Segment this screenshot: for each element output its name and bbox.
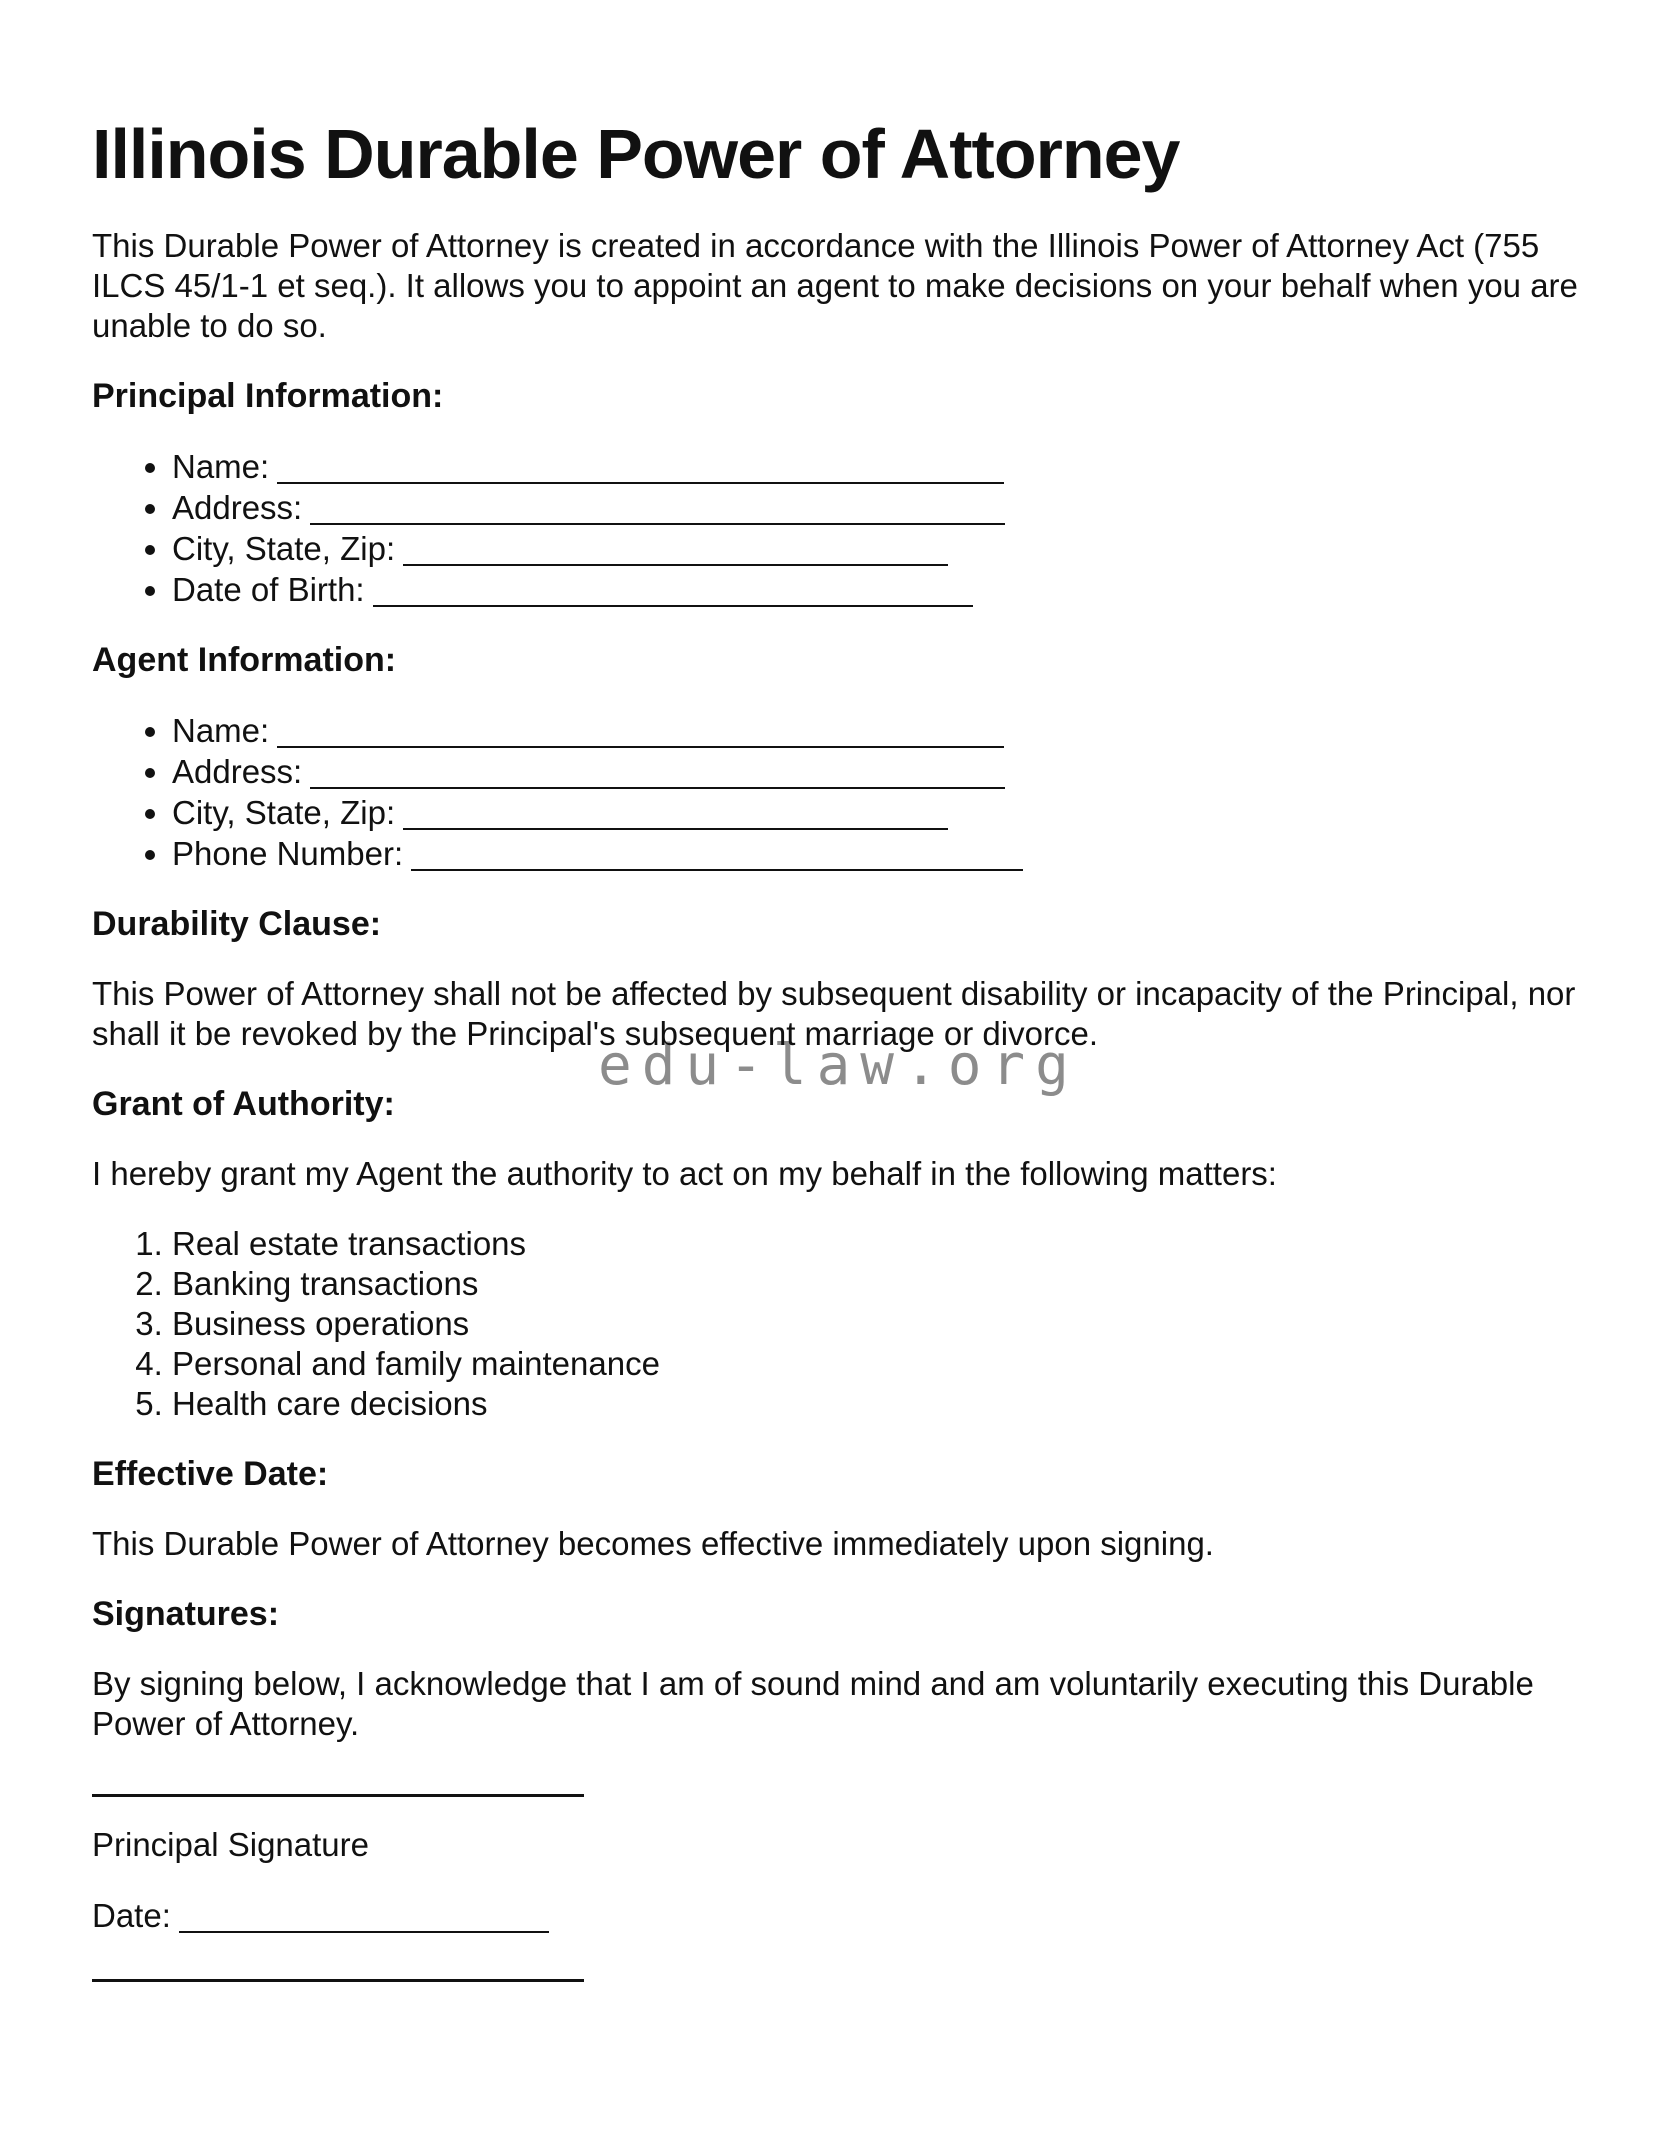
agent-name-label: Name: — [172, 712, 270, 749]
effective-date-heading: Effective Date: — [92, 1455, 329, 1493]
principal-address-blank[interactable] — [310, 493, 1005, 525]
principal-address-row — [172, 487, 1580, 528]
date-blank[interactable] — [179, 1901, 549, 1933]
principal-date-of-birth-label: Date of Birth: — [172, 571, 365, 608]
principal-signature-label: Principal Signature — [92, 1826, 369, 1863]
principal-address-label: Address: — [172, 489, 303, 526]
grant-item-personal-family: 4. Personal and family maintenance — [172, 1344, 1580, 1384]
durability-clause-text: This Power of Attorney shall not be affected by subsequent disability or incapacity of the Principal, nor shall it be revoked by the Principal's subsequent marriage or divorce. — [92, 975, 1576, 1052]
second-signature-line[interactable] — [92, 1979, 584, 1982]
principal-name-blank[interactable] — [277, 452, 1004, 484]
agent-name-blank[interactable] — [277, 716, 1004, 748]
effective-date-text: This Durable Power of Attorney becomes effective immediately upon signing. — [92, 1525, 1214, 1562]
principal-name-label: Name: — [172, 448, 270, 485]
agent-phone-blank[interactable] — [411, 839, 1023, 871]
principal-signature-line[interactable] — [92, 1794, 584, 1797]
grant-item-real-estate: 1. Real estate transactions — [172, 1224, 1580, 1264]
principal-city-state-zip-row — [172, 528, 1580, 569]
agent-name-row — [172, 710, 1580, 751]
agent-info-list — [92, 710, 1580, 874]
principal-date-of-birth-row — [172, 569, 1580, 610]
agent-phone-label: Phone Number: — [172, 835, 404, 872]
durability-clause-heading: Durability Clause: — [92, 905, 382, 943]
document-title: Illinois Durable Power of Attorney — [92, 115, 1180, 193]
principal-name-row — [172, 446, 1580, 487]
grant-item-business: 3. Business operations — [172, 1304, 1580, 1344]
grant-of-authority-text: I hereby grant my Agent the authority to act on my behalf in the following matters: — [92, 1155, 1277, 1192]
agent-address-label: Address: — [172, 753, 303, 790]
agent-address-row — [172, 751, 1580, 792]
grant-of-authority-list — [92, 1224, 1580, 1424]
principal-info-heading: Principal Information: — [92, 377, 444, 415]
agent-info-heading: Agent Information: — [92, 641, 397, 679]
watermark: edu-law.org — [598, 1033, 1079, 1098]
signatures-heading: Signatures: — [92, 1595, 280, 1633]
grant-item-health-care: 5. Health care decisions — [172, 1384, 1580, 1424]
agent-city-state-zip-label: City, State, Zip: — [172, 794, 396, 831]
intro-paragraph: This Durable Power of Attorney is created in accordance with the Illinois Power of Attorney Act (755 ILCS 45/1-1 et seq.). It allows you to appoint an agent to make decisions on your behalf when you are unable to do so. — [92, 227, 1578, 344]
principal-city-state-zip-blank[interactable] — [403, 534, 948, 566]
principal-city-state-zip-label: City, State, Zip: — [172, 530, 396, 567]
signatures-text: By signing below, I acknowledge that I am of sound mind and am voluntarily executing this Durable Power of Attorney. — [92, 1665, 1534, 1742]
agent-phone-row — [172, 833, 1580, 874]
grant-item-banking: 2. Banking transactions — [172, 1264, 1580, 1304]
agent-city-state-zip-row — [172, 792, 1580, 833]
date-label: Date: — [92, 1897, 171, 1934]
principal-info-list — [92, 446, 1580, 610]
agent-city-state-zip-blank[interactable] — [403, 798, 948, 830]
agent-address-blank[interactable] — [310, 757, 1005, 789]
principal-date-of-birth-blank[interactable] — [373, 575, 973, 607]
date-row — [92, 1895, 1580, 1936]
grant-of-authority-heading: Grant of Authority: — [92, 1085, 395, 1123]
